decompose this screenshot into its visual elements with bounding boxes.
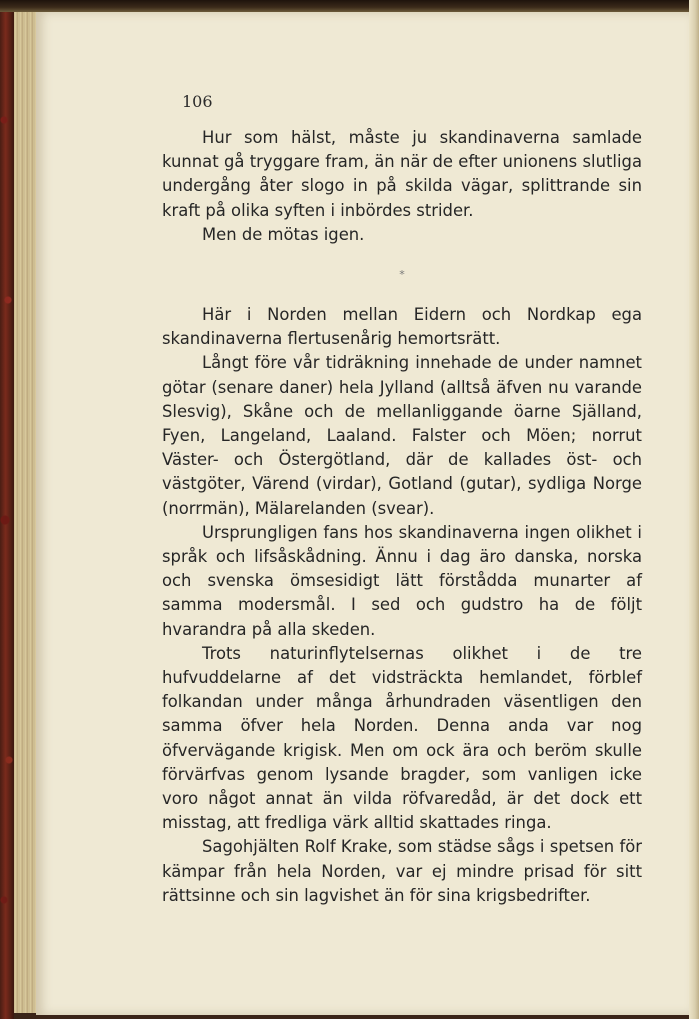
paragraph: Här i Norden mellan Eidern och Nordkap ega skandinaverna flertusenårig hemortsrätt.	[162, 305, 642, 349]
top-edge	[0, 0, 699, 12]
page-number: 106	[182, 92, 213, 111]
book-binding	[0, 0, 14, 1019]
paragraph: Men de mötas igen.	[202, 224, 365, 244]
page-edges	[14, 8, 38, 1013]
paragraph: Långt före vår tidräkning innehade de under namnet götar (senare daner) hela Jylland (alltså äfven nu varande Slesvig), Skåne och de mellanliggande öarne Själland, Fyen, Langeland, Laaland. Falster och Möen; norrut Väster- och Östergötland, där de kallades öst- och västgöter, Värend (virdar), Gotland (gutar), sydliga Norge (norrmän), Mälarelanden (svear).	[162, 353, 642, 518]
right-edge	[689, 0, 699, 1019]
book-page	[36, 12, 689, 1015]
paragraph: Sagohjälten Rolf Krake, som städse sågs i spetsen för kämpar från hela Norden, var ej mindre prisad för sitt rättsinne och sin lagvishet än för sina krigsbedrifter.	[162, 837, 642, 905]
page-text	[162, 126, 642, 908]
paragraph: Hur som hälst, måste ju skandinaverna samlade kunnat gå tryggare fram, än när de efter unionens slutliga undergång åter slogo in på skilda vägar, splittrande sin kraft på olika syften i inbördes strider.	[162, 128, 642, 220]
paragraph: Trots naturinflytelsernas olikhet i de tre hufvuddelarne af det vidsträckta hemlandet, förblef folkandan under många århundraden väsentligen den samma öfver hela Norden. Denna anda var nog öfvervägande krigisk. Men om ock ära och beröm skulle förvärfvas genom lysande bragder, som vanligen icke voro något annat än vilda röfvaredåd, är det dock ett misstag, att fredliga värk alltid skattades ringa.	[162, 643, 642, 833]
paragraph: Ursprungligen fans hos skandinaverna ingen olikhet i språk och lifsåskådning. Ännu i dag äro danska, norska och svenska ömsesidigt lätt förstådda munarter af samma modersmål. I sed och gudstro ha de följt hvarandra på alla skeden.	[162, 522, 642, 639]
section-separator: *	[399, 268, 405, 282]
